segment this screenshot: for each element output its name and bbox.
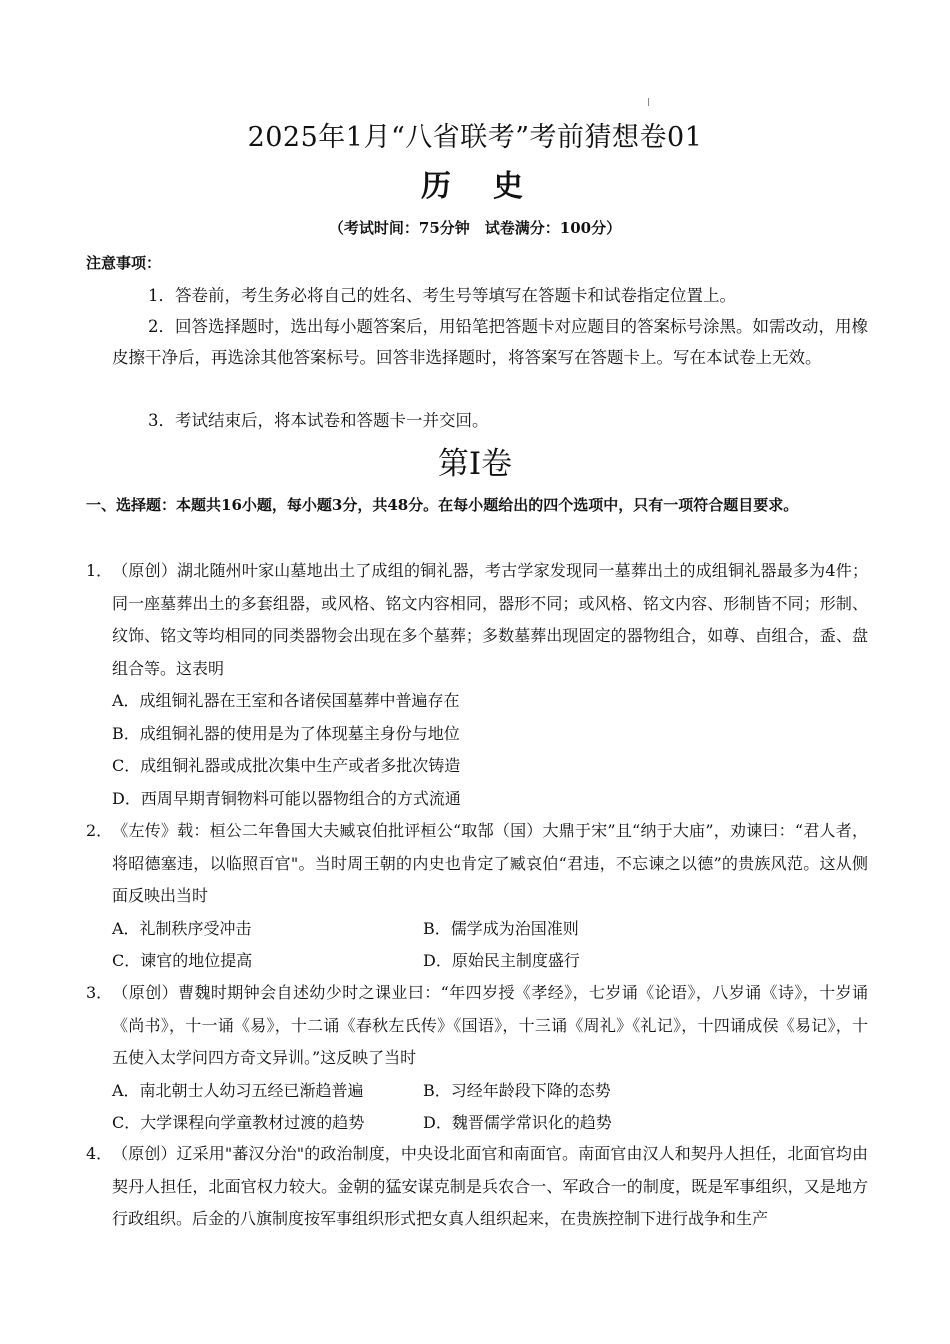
question-3 [86,977,868,1140]
option-b: B．儒学成为治国准则 [423,918,579,938]
question-number: 1． [86,561,113,580]
notice-item-text: 1．答卷前，考生务必将自己的姓名、考生号等填写在答题卡和试卷指定位置上。 [148,286,736,305]
option-row [86,1075,868,1108]
exam-info: （考试时间：75分钟 试卷满分：100分） [328,219,622,237]
option-b: B．成组铜礼器的使用是为了体现墓主身份与地位 [112,723,460,743]
question-4 [86,1138,868,1236]
option-c: C．谏官的地位提高 [112,951,253,970]
subject-title: 历 史 [421,169,529,204]
option-a: A．成组铜礼器在王室和各诸侯国墓葬中普遍存在 [112,691,460,710]
option-c: C．大学课程向学童教材过渡的趋势 [112,1113,365,1132]
question-text: （原创）辽采用"蕃汉分治"的政治制度，中央设北面官和南面官。南面官由汉人和契丹人担任，北面官均由契丹人担任，北面官权力较大。金朝的猛安谋克制是兵农合一、军政合一的制度，既是军事组织，又是地方行政组织。后金的八旗制度按军事组织形式把女真人组织起来，在贵族控制下进行战争和生产 [112,1144,868,1228]
option-row [86,913,868,946]
part-heading: 一、选择题：本题共16小题，每小题3分，共48分。在每小题给出的四个选项中，只有一项符合题目要求。 [86,496,799,514]
notice-item-text: 2．回答选择题时，选出每小题答案后，用铅笔把答题卡对应题目的答案标号涂黑。如需改动，用橡皮擦干净后，再选涂其他答案标号。回答非选择题时，将答案写在答题卡上。写在本试卷上无效。 [112,317,868,367]
option-d: D．原始民主制度盛行 [423,951,580,970]
question-stem [86,815,868,913]
option-a: A．南北朝士人幼习五经已渐趋普遍 [112,1080,364,1100]
question-text: （原创）湖北随州叶家山墓地出土了成组的铜礼器，考古学家发现同一墓葬出土的成组铜礼器最多为4件；同一座墓葬出土的多套组器，或风格、铭文内容相同，器形不同；或风格、铭文内容、形制皆不同；形制、纹饰、铭文等均相同的同类器物会出现在多个墓葬；多数墓葬出现固定的器物组合，如尊、卣组合，盉、盘组合等。这表明 [112,561,868,678]
question-2 [86,815,868,978]
section-title: 第I卷 [437,446,513,482]
page-title: 2025年1月“八省联考”考前猜想卷01 [247,122,703,153]
notice-item-3 [112,405,868,436]
page-tick-mark [648,98,649,106]
question-number: 4． [86,1144,113,1163]
notice-item-text: 3．考试结束后，将本试卷和答题卡一并交回。 [148,411,489,430]
option-b: B．习经年龄段下降的态势 [423,1080,611,1100]
question-stem [86,977,868,1075]
notice-item-1 [112,280,868,311]
notice-item-2 [112,311,868,373]
question-stem [86,555,868,685]
question-text: （原创）曹魏时期钟会自述幼少时之课业曰：“年四岁授《孝经》，七岁诵《论语》，八岁诵《诗》，十岁诵《尚书》，十一诵《易》，十二诵《春秋左氏传》《国语》，十三诵《周礼》《礼记》，十四诵成侯《易记》，十五使入太学问四方奇文异训。”这反映了当时 [112,983,868,1067]
question-stem [86,1138,868,1236]
option-c: C．成组铜礼器或成批次集中生产或者多批次铸造 [112,756,461,775]
question-text: 《左传》载：桓公二年鲁国大夫臧哀伯批评桓公“取郜（国）大鼎于宋”且“纳于大庙”，劝谏曰：“君人者，将昭德塞违，以临照百官"。当时周王朝的内史也肯定了臧哀伯“君违，不忘谏之以德”的贵族风范。这从侧面反映出当时 [112,821,868,905]
option-row [86,945,868,978]
notice-heading: 注意事项： [86,254,162,272]
question-number: 2． [86,821,113,840]
question-number: 3． [86,983,113,1002]
option-d: D．西周早期青铜物料可能以器物组合的方式流通 [112,788,461,808]
option-row [86,1107,868,1140]
question-1 [86,555,868,815]
option-d: D．魏晋儒学常识化的趋势 [423,1113,612,1132]
option-a: A．礼制秩序受冲击 [112,918,252,938]
